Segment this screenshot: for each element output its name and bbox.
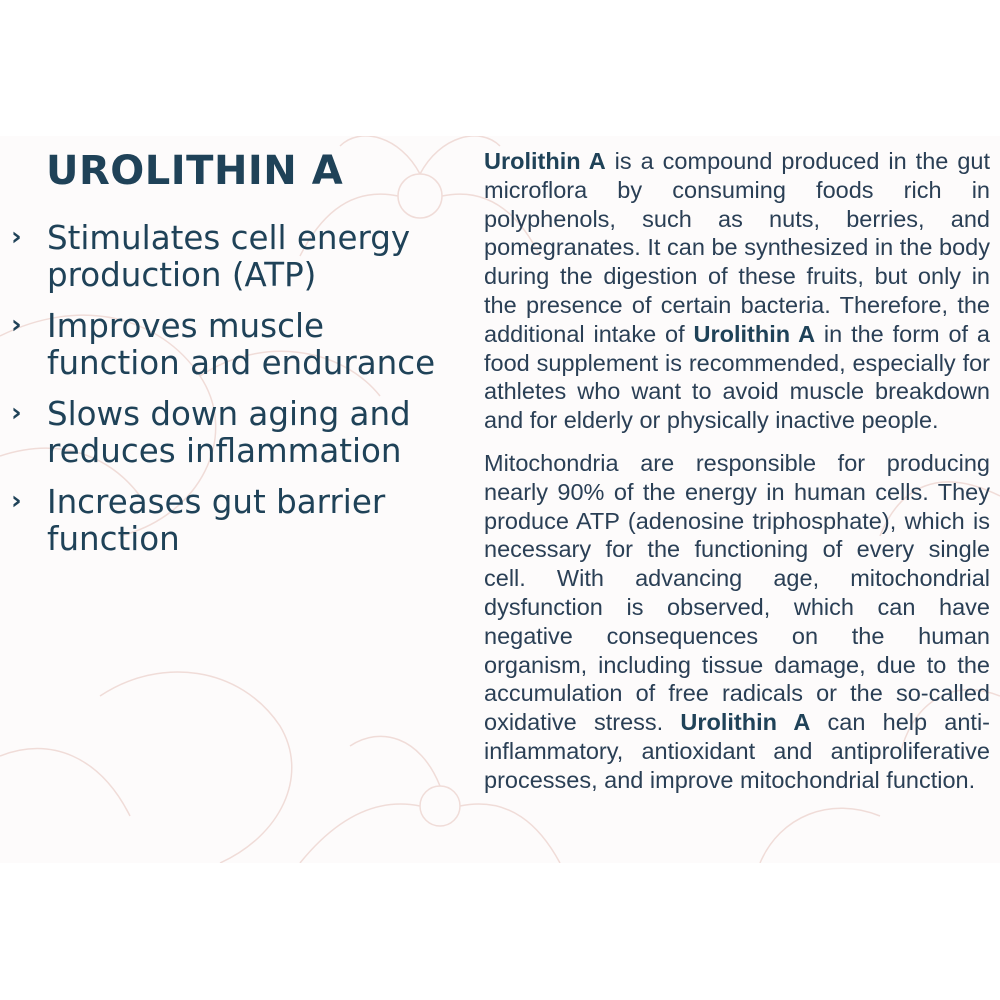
benefit-text: Stimulates cell energy production (ATP) bbox=[47, 219, 411, 294]
paragraph-text: is a compound produced in the gut microflora by consuming foods rich in polyphenols, such as nuts, berries, and pomegranates. It can be synthesized in the body during the digestion of these fruits, but only in the presence of certain bacteria. Therefore, the additional intake of bbox=[484, 148, 990, 347]
description-column bbox=[484, 147, 990, 809]
benefit-item bbox=[0, 220, 440, 294]
chevron-right-icon: › bbox=[11, 398, 22, 428]
benefit-item bbox=[0, 396, 440, 470]
description-paragraph bbox=[484, 147, 990, 435]
benefit-text: Increases gut barrier function bbox=[47, 483, 386, 558]
product-name-bold: Urolithin A bbox=[693, 320, 816, 347]
benefits-list bbox=[0, 220, 440, 572]
chevron-right-icon: › bbox=[11, 310, 22, 340]
product-title: UROLITHIN A bbox=[46, 148, 344, 194]
description-paragraph bbox=[484, 449, 990, 795]
flower-bottom bbox=[0, 672, 560, 863]
benefit-text: Improves muscle function and endurance bbox=[47, 307, 436, 382]
paragraph-text: can help anti-inflammatory, antioxidant and antiproliferative processes, and improve mitochondrial function. bbox=[484, 709, 990, 793]
paragraph-text: in the form of a food supplement is recommended, especially for athletes who want to avoid muscle breakdown and for elderly or physically inactive people. bbox=[484, 320, 990, 434]
benefit-text: Slows down aging and reduces inflammation bbox=[47, 395, 411, 470]
chevron-right-icon: › bbox=[11, 222, 22, 252]
benefit-item bbox=[0, 484, 440, 558]
benefit-item bbox=[0, 308, 440, 382]
paragraph-text: Mitochondria are responsible for producing nearly 90% of the energy in human cells. They produce ATP (adenosine triphosphate), which is necessary for the functioning of every single cell. With advancing age, mitochondrial dysfunction is observed, which can have negative consequences on the human organism, including tissue damage, due to the accumulation of free radicals or the so-called oxidative stress. bbox=[484, 449, 990, 736]
product-name-bold: Urolithin A bbox=[680, 709, 811, 736]
product-name-bold: Urolithin A bbox=[484, 148, 606, 174]
chevron-right-icon: › bbox=[11, 486, 22, 516]
